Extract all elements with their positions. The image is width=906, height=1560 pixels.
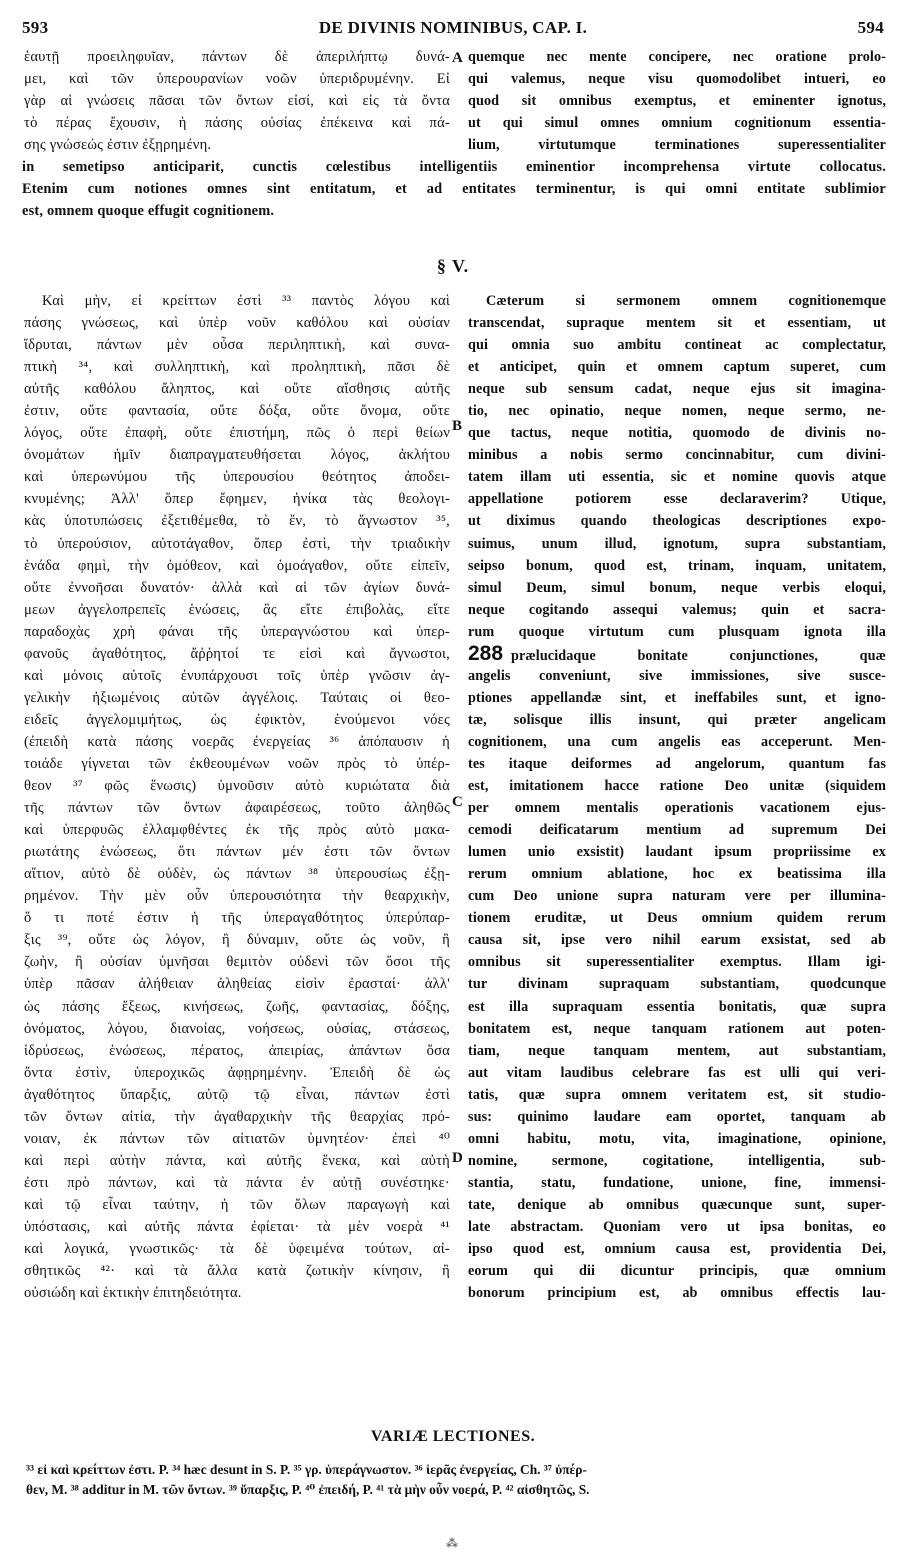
latin-line: quod sit omnibus exemptus, et eminenter ignotus, (468, 93, 886, 110)
latin-line: neque sub sensum cadat, neque ejus sit imagina- (468, 381, 886, 398)
greek-line: οὐσιώδη καὶ ἑκτικὴν ἐπιτηδειότητα. (24, 1285, 242, 1302)
latin-line: tiam, neque tanquam mentem, aut substantiam, (468, 1042, 886, 1059)
latin-line: ipso quod est, omnium causa est, providentia Dei, (468, 1241, 886, 1258)
greek-line: γελικὴν ἠξιωμένοις αὐτῶν ἀγγέλοις. Ταύταις οἱ θεο- (24, 689, 450, 706)
latin-line: ut diximus quando theologicas descriptiones expo- (468, 513, 886, 530)
greek-line: τῶν ὄντων αἰτία, τὴν ἀγαθαρχικὴν τῆς θεαρχίας πρό- (24, 1108, 450, 1125)
greek-line: καὶ περὶ αὐτὴν πάντα, καὶ αὐτῆς ἕνεκα, καὶ αὐτὴ (24, 1152, 450, 1169)
greek-line: ὀνόματος, λόγου, διανοίας, νοήσεως, οὐσίας, στάσεως, (24, 1020, 450, 1037)
greek-line: παραδοχὰς χρὴ φάναι τῆς ὑπεραγνώστου καὶ ὑπερ- (24, 623, 450, 640)
latin-line: per omnem mentalis operationis vacationem ejus- (468, 800, 886, 817)
page-number-right: 594 (857, 18, 884, 37)
greek-column (24, 290, 450, 1304)
column-number: 288 (468, 641, 504, 665)
greek-line: τὸ πέρας ἔχουσιν, ἡ πάσης οὐσίας ἐπέκεινα καὶ πά- (24, 115, 450, 132)
greek-line: λόγος, οὔτε ἐπαφὴ, οὔτε ἐπιστήμη, πῶς ὁ περὶ θείων (24, 425, 450, 442)
latin-line: suimus, unum illud, ignotum, supra substantiam, (468, 535, 886, 552)
greek-line: ὅ τι ποτέ ἐστιν ἡ τῆς ὑπεραγαθότητος ὑπερύπαρ- (24, 910, 450, 927)
margin-marker-d: D (452, 1150, 463, 1166)
latin-line: tionem eruditæ, ut Deus omnium quidem rerum (468, 910, 886, 927)
latin-line: rerum omnium ablatione, hoc ex beatissima illa (468, 866, 886, 883)
latin-line-text: prælucidaque bonitate conjunctiones, quæ (511, 647, 886, 664)
greek-line: ὑπὲρ πᾶσαν ἀλήθειαν ἀληθείας εἰσὶν ἐρασταί· ἀλλ' (24, 976, 450, 993)
latin-line: ptiones appellandæ sint, et ineffabiles sunt, et igno- (468, 689, 886, 706)
greek-line: ὀνομάτων ἡμῖν διαπραγματευθήσεται λόγος, ἀκλήτου (24, 447, 450, 464)
greek-line: ἵδρυται, πάντων μὲν οὖσα περιληπτικὴ, καὶ συνα- (24, 337, 450, 354)
latin-line: cum Deo unione supra naturam vere per illumina- (468, 888, 886, 905)
latin-line: aut vitam laudibus celebrare fas est ulli qui veri- (468, 1064, 886, 1081)
section-heading: § V. (436, 256, 470, 276)
latin-line: simul Deum, simul bonum, neque verbis eloqui, (468, 579, 886, 596)
latin-line: tur divinam supraquam substantiam, quodcunque (468, 976, 886, 993)
latin-line: seipso bonum, quod est, trinam, inquam, unitatem, (468, 557, 886, 574)
greek-line: πάσης γνώσεως, καὶ ὑπὲρ νοῦν καθόλου καὶ οὐσίαν (24, 315, 450, 332)
page-number-left: 593 (22, 18, 49, 37)
latin-line: minibus a nobis sermo concinnabitur, cum divini- (468, 447, 886, 464)
variant-line: θεν, M. ³⁸ additur in M. τῶν ὄντων. ³⁹ ὕπαρξις, P. ⁴⁰ ἐπειδή, P. ⁴¹ τὰ μὴν οὖν νοερά, P. ⁴² αἰσθητῶς, S. (26, 1482, 590, 1497)
greek-line: ἱδρύσεως, ἑνώσεως, πέρατος, ἀπειρίας, ἁπάντων ὅσα (24, 1042, 450, 1059)
greek-line: πτικὴ ³⁴, καὶ συλληπτικὴ, καὶ προληπτικὴ, πᾶσι δὲ (24, 359, 450, 376)
greek-line: ζωὴν, ἢ οὐσίαν ὑμνῆσαι θεμιτὸν οὐδενὶ τῶν ὅσοι τῆς (24, 954, 450, 971)
greek-line: ἑαυτῇ προειληφυῖαν, πάντων δὲ ἀπεριλήπτῳ δυνά- (24, 49, 450, 65)
page-header (22, 14, 884, 44)
latin-line: rum quoque virtutum cum plusquam ignota illa (468, 623, 886, 640)
variae-lectiones-title: VARIÆ LECTIONES. (370, 1428, 536, 1445)
latin-line: qui valemus, neque visu quomodolibet intueri, eo (468, 71, 886, 88)
greek-line: σης γνώσεώς ἐστιν ἐξῃρημένη. (24, 137, 212, 154)
latin-line: ut qui simul omnes omnium cognitionum essentia- (468, 115, 886, 132)
latin-line: eorum qui dii dicuntur principis, quæ omnium (468, 1263, 886, 1280)
latin-line: est, imitationem hacce ratione Deo unitæ (siquidem (468, 778, 886, 795)
greek-line: καὶ μόνοις αὐτοῖς ἐνυπάρχουσι τοῖς ὑπὲρ γνῶσιν ἀγ- (24, 667, 450, 684)
variant-line: ³³ εἰ καὶ κρείττων ἐστι. P. ³⁴ hæc desunt in S. P. ³⁵ γρ. ὑπεράγνωστον. ³⁶ ἱερᾶς ἐνεργείας, Ch. ³⁷ ὑπέρ- (26, 1462, 587, 1477)
latin-line: est illa supraquam essentia bonitatis, quæ supra (468, 998, 886, 1015)
greek-line: τῆς πάντων τῶν ὄντων ἀφαιρέσεως, τοῦτο ἀληθῶς (24, 800, 450, 817)
greek-line: ξις ³⁹, οὔτε ὡς λόγον, ἢ δύναμιν, οὔτε ὡς νοῦν, ἢ (24, 932, 450, 949)
latin-line: bonorum principium est, ab omnibus effectis lau- (468, 1285, 886, 1302)
latin-line: tatis, quæ supra omnem veritatem est, sit studio- (468, 1086, 886, 1103)
page-ornament: ⁂ (446, 1536, 458, 1550)
latin-line: lumen unio exsistit) laudant ipsum propriissime ex (468, 844, 886, 861)
latin-line: neque cogitando assequi valemus; quin et sacra- (468, 601, 886, 618)
greek-line: ἑνάδα φημὶ, τὴν ὁμόθεον, καὶ ὁμοάγαθον, οὔτε εἰπεῖν, (24, 557, 450, 574)
latin-line: Etenim cum notiones omnes sint entitatum, et ad entitates terminentur, is qui omni entitate sublimior (22, 181, 886, 198)
latin-line: tio, nec opinatio, neque nomen, neque sermo, ne- (468, 403, 886, 420)
latin-continuation (468, 46, 886, 156)
latin-line (468, 643, 886, 665)
latin-line: et anticipet, quin et omnem captum superet, cum (468, 359, 886, 376)
greek-line: τὸ ὑπερούσιον, αὐτοτἀγαθον, ὅπερ ἐστὶ, τὴν τριαδικὴν (24, 535, 450, 552)
greek-line: γὰρ αἱ γνώσεις πᾶσαι τῶν ὄντων εἰσί, καὶ εἰς τὰ ὄντα (24, 93, 450, 110)
margin-marker-a: A (452, 50, 463, 66)
latin-line: omni habitu, motu, vita, imaginatione, opinione, (468, 1130, 886, 1147)
greek-line: ἀγαθότητος ὕπαρξις, αὐτῷ τῷ εἶναι, πάντων ἐστὶ (24, 1086, 450, 1103)
latin-line: quemque nec mente concipere, nec oratione prolo- (468, 49, 886, 65)
greek-line: κὰς ὑποτυπώσεις ἐξετιθέμεθα, τὸ ἕν, τὸ ἄγνωστον ³⁵, (24, 513, 450, 530)
greek-line: καὶ λογικά, γνωστικῶς· τὰ δὲ ὑφειμένα τούτων, αἰ- (24, 1241, 450, 1258)
latin-line: nomine, sermone, cogitatione, intelligentia, sub- (468, 1152, 886, 1169)
greek-line: ρημένον. Τὴν μὲν οὖν ὑπερουσιότητα τὴν θεαρχικὴν, (24, 888, 450, 905)
latin-line: lium, virtutumque terminationes superessentialiter (468, 137, 886, 154)
greek-line: καὶ ὑπερωνύμου τῆς ὑπερουσίου θεότητος ἀποδει- (24, 469, 450, 486)
greek-line: καὶ ὑπερφυῶς ἐλλαμφθέντες ἐκ τῆς πρὸς αὐτὸ μακα- (24, 822, 450, 839)
latin-line: cognitionem, una cum angelis eas acceperunt. Men- (468, 733, 886, 750)
greek-line: ἐστιν, οὔτε φαντασία, οὔτε δόξα, οὔτε ὄνομα, οὔτε (24, 403, 450, 420)
greek-line: ἐστι πρὸ πάντων, καὶ τὰ πάντα ἐν αὐτῇ συνέστηκε· (24, 1174, 450, 1191)
latin-column (468, 290, 886, 1304)
greek-line: θεον ³⁷ φῶς ἕνωσις) ὑμνοῦσιν αὐτὸ κυριώτατα διὰ (24, 778, 450, 795)
latin-line: angelis conveniunt, sive immissiones, sive susce- (468, 667, 886, 684)
latin-line: qui omnia suo ambitu contineat ac complectatur, (468, 337, 886, 354)
greek-line: κνυμένης; Ἀλλ' ὅπερ ἔφημεν, ἡνίκα τὰς θεολογι- (24, 491, 450, 508)
latin-line: tatem illam uti essentia, sic et nomine quovis atque (468, 469, 886, 486)
latin-line: Cæterum si sermonem omnem cognitionemque (486, 293, 886, 309)
latin-line: tes itaque deiformes ad angelorum, quantum fas (468, 755, 886, 772)
running-title: DE DIVINIS NOMINIBUS, CAP. I. (318, 18, 588, 37)
greek-line: (ἐπειδὴ κατὰ πάσης νοερᾶς ἐνεργείας ³⁶ ἀπόπαυσιν ἡ (24, 733, 450, 750)
greek-line: καὶ τῷ εἶναι ταύτην, ἡ τῶν ὅλων παραγωγὴ καὶ (24, 1196, 450, 1213)
greek-line: οὔτε ἐννοῆσαι δυνατόν· ἀλλὰ καὶ αἱ τῶν ἁγίων δυνά- (24, 579, 450, 596)
latin-line: cemodi deificatarum mentium ad supremum Dei (468, 822, 886, 839)
latin-line: tæ, solisque illis insunt, qui præter angelicam (468, 711, 886, 728)
latin-line: late abstractam. Quoniam vero ut ipsa bonitas, eo (468, 1218, 886, 1235)
greek-line: ὄντα ἐστὶν, ὑπεροχικῶς ἀφῃρημένην. Ἐπειδὴ δὲ ὡς (24, 1064, 450, 1081)
latin-line: omnibus sit superessentialiter exemptus. Illam igi- (468, 954, 886, 971)
greek-line: μει, καὶ τῶν ὑπερουρανίων νοῶν ὑπεριδρυμένην. Εἰ (24, 71, 450, 88)
greek-line: σθητικῶς ⁴²· καὶ τὰ ἄλλα κατὰ ζωτικὴν κίνησιν, ἢ (24, 1263, 450, 1280)
latin-line: sus: quinimo laudare eam oportet, tanquam ab (468, 1108, 886, 1125)
margin-marker-b: B (452, 418, 463, 434)
variae-lectiones-notes (26, 1460, 878, 1500)
latin-line: transcendat, supraque mentem sit et essentiam, ut (468, 315, 886, 332)
latin-line: bonitatem est, neque tanquam rationem aut poten- (468, 1020, 886, 1037)
latin-line: que tactus, neque notitia, quomodo de divinis no- (468, 425, 886, 442)
greek-line: Καὶ μὴν, εἰ κρείττων ἐστὶ ³³ παντὸς λόγου καὶ (42, 293, 450, 309)
greek-line: ὡς πάσης ἕξεως, κινήσεως, ζωῆς, φαντασίας, δόξης, (24, 998, 450, 1015)
latin-line: in semetipso anticiparit, cunctis cœlestibus intelligentiis eminentior incomprehensa virtute collocatus. (22, 159, 886, 175)
greek-line: ειδεῖς ἀγγελομιμήτως, ὡς ἐφικτὸν, ἑνούμενοι νόες (24, 711, 450, 728)
greek-line: νοιαν, ἐκ πάντων τῶν αἰτιατῶν ὑμνητέον· ἐπεὶ ⁴⁰ (24, 1130, 450, 1147)
greek-line: φανοῦς ἀγαθότητος, ἄῤῥητοί τε εἰσὶ καὶ ἄγνωστοι, (24, 645, 450, 662)
greek-line: αὐτῆς καθόλου ἄληπτος, καὶ οὔτε αἴσθησις αὐτῆς (24, 381, 450, 398)
latin-line: tate, denique ab omnibus quæcunque sunt, super- (468, 1196, 886, 1213)
latin-line: est, omnem quoque effugit cognitionem. (22, 203, 275, 220)
latin-line: appellatione potiorem esse declaraverim? Utique, (468, 491, 886, 508)
margin-marker-c: C (452, 794, 463, 810)
latin-full-width (22, 156, 886, 222)
greek-continuation (24, 46, 450, 156)
greek-line: αἴτιον, αὐτὸ δὲ οὐδὲν, ὡς πάντων ³⁸ ὑπερουσίως ἐξῃ- (24, 866, 450, 883)
latin-line: stantia, statu, fundatione, unione, fine, immensi- (468, 1174, 886, 1191)
greek-line: ριωτάτης ἑνώσεως, ὅτι πάντων μέν ἐστι τῶν ὄντων (24, 844, 450, 861)
greek-line: μεων ἀγγελοπρεπεῖς ἑνώσεις, ἃς εἴτε ἐπιβολὰς, εἴτε (24, 601, 450, 618)
greek-line: ὑπόστασις, καὶ αὐτῆς πάντα ἐφίεται· τὰ μὲν νοερὰ ⁴¹ (24, 1218, 450, 1235)
greek-line: τοιάδε γίγνεται τῶν ἐκθεουμένων νοῶν πρὸς τὸ ὑπέρ- (24, 755, 450, 772)
latin-line: causa sit, ipse vero nihil earum exsistat, sed ab (468, 932, 886, 949)
